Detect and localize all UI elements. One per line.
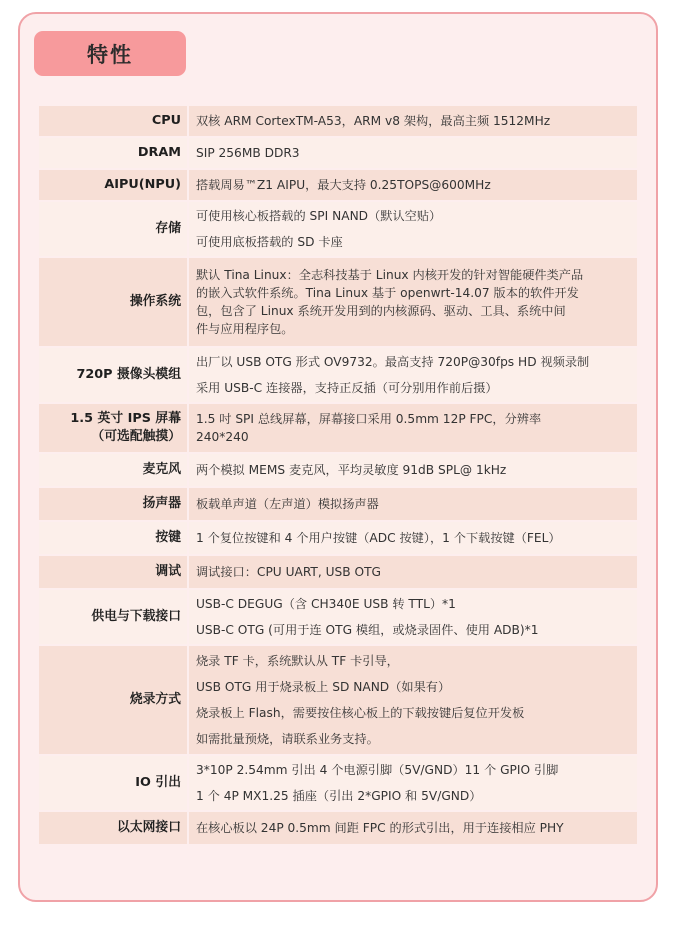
spec-row	[39, 138, 637, 170]
spec-value	[189, 454, 637, 488]
spec-label-line: 麦克风	[142, 462, 181, 477]
spec-value-line: 双核 ARM CortexTM-A53，ARM v8 架构，最高主频 1512MHz	[196, 114, 551, 128]
spec-value	[189, 488, 637, 522]
spec-row	[39, 202, 637, 258]
spec-label-line: IO 引出	[135, 775, 181, 790]
spec-value	[189, 170, 637, 202]
spec-label-line: 扬声器	[142, 496, 181, 511]
spec-label-line: 以太网接口	[117, 820, 181, 835]
spec-label	[39, 756, 189, 812]
spec-value-line: 包，包含了 Linux 系统开发用到的内核源码、驱动、工具、系统中间	[196, 304, 566, 318]
spec-value	[189, 202, 637, 258]
spec-value-line: 1 个复位按键和 4 个用户按键（ADC 按键），1 个下载按键（FEL）	[196, 531, 561, 545]
spec-value-line: 件与应用程序包。	[196, 322, 294, 336]
spec-value-line: USB-C DEGUG（含 CH340E USB 转 TTL）*1	[196, 597, 456, 611]
spec-row	[39, 646, 637, 756]
spec-row	[39, 170, 637, 202]
spec-label	[39, 522, 189, 556]
spec-value-line: 在核心板以 24P 0.5mm 间距 FPC 的形式引出，用于连接相应 PHY	[196, 821, 564, 835]
spec-value-line: 调试接口：CPU UART, USB OTG	[196, 565, 381, 579]
spec-value	[189, 646, 637, 756]
spec-value-line: 的嵌入式软件系统。Tina Linux 基于 openwrt-14.07 版本的软件开发	[196, 286, 579, 300]
spec-row	[39, 348, 637, 404]
spec-value-line: 如需批量预烧，请联系业务支持。	[196, 732, 379, 746]
spec-value-line: 240*240	[196, 430, 249, 444]
spec-label	[39, 812, 189, 846]
spec-label	[39, 170, 189, 202]
spec-label-line: 按键	[155, 530, 181, 545]
spec-label-line: CPU	[151, 113, 181, 128]
spec-value	[189, 348, 637, 404]
spec-value-line: 烧录板上 Flash，需要按住核心板上的下载按键后复位开发板	[196, 706, 525, 720]
spec-table	[39, 106, 637, 846]
spec-value-line: USB-C OTG (可用于连 OTG 模组，或烧录固件、使用 ADB)*1	[196, 623, 539, 637]
spec-value	[189, 590, 637, 646]
spec-value-line: 采用 USB-C 连接器，支持正反插（可分别用作前后摄）	[196, 381, 498, 395]
spec-value	[189, 404, 637, 454]
spec-label-line: 供电与下载接口	[91, 609, 181, 624]
spec-label-line: DRAM	[137, 145, 181, 160]
spec-label	[39, 202, 189, 258]
spec-label	[39, 454, 189, 488]
spec-row	[39, 488, 637, 522]
spec-value-line: 两个模拟 MEMS 麦克风，平均灵敏度 91dB SPL@ 1kHz	[196, 463, 507, 477]
spec-label	[39, 646, 189, 756]
spec-label	[39, 348, 189, 404]
spec-value-line: 搭载周易™Z1 AIPU，最大支持 0.25TOPS@600MHz	[196, 178, 491, 192]
spec-label	[39, 404, 189, 454]
spec-value-line: 可使用底板搭载的 SD 卡座	[196, 235, 343, 249]
spec-label	[39, 258, 189, 348]
spec-value	[189, 138, 637, 170]
spec-value-line: USB OTG 用于烧录板上 SD NAND（如果有）	[196, 680, 451, 694]
spec-value-line: 出厂以 USB OTG 形式 OV9732。最高支持 720P@30fps HD 视频录制	[196, 355, 590, 369]
spec-label	[39, 138, 189, 170]
spec-label	[39, 488, 189, 522]
section-title: 特性	[34, 31, 186, 76]
spec-row	[39, 590, 637, 646]
spec-value	[189, 756, 637, 812]
spec-value	[189, 812, 637, 846]
spec-row	[39, 522, 637, 556]
spec-value-line: 1.5 吋 SPI 总线屏幕，屏幕接口采用 0.5mm 12P FPC，分辨率	[196, 412, 542, 426]
spec-label-line: 烧录方式	[129, 692, 181, 707]
spec-row	[39, 454, 637, 488]
spec-row	[39, 556, 637, 590]
spec-label	[39, 106, 189, 138]
spec-label	[39, 556, 189, 590]
spec-value-line: 板载单声道（左声道）模拟扬声器	[196, 497, 379, 511]
spec-value-line: 默认 Tina Linux：全志科技基于 Linux 内核开发的针对智能硬件类产品	[196, 268, 584, 282]
spec-row	[39, 812, 637, 846]
spec-value	[189, 556, 637, 590]
spec-value-line: 烧录 TF 卡，系统默认从 TF 卡引导，	[196, 654, 399, 668]
spec-label-line: AIPU(NPU)	[104, 177, 181, 192]
spec-value-line: SIP 256MB DDR3	[196, 146, 300, 160]
spec-row	[39, 404, 637, 454]
spec-row	[39, 258, 637, 348]
spec-value-line: 可使用核心板搭载的 SPI NAND（默认空贴）	[196, 209, 442, 223]
spec-value	[189, 258, 637, 348]
spec-value	[189, 106, 637, 138]
spec-label-line: 操作系统	[129, 294, 181, 309]
spec-row	[39, 756, 637, 812]
spec-label	[39, 590, 189, 646]
spec-label-line: 调试	[155, 564, 181, 579]
spec-label-line: （可选配触摸）	[91, 429, 181, 444]
spec-row	[39, 106, 637, 138]
spec-value	[189, 522, 637, 556]
spec-label-line: 1.5 英寸 IPS 屏幕	[70, 411, 181, 426]
spec-value-line: 1 个 4P MX1.25 插座（引出 2*GPIO 和 5V/GND）	[196, 789, 482, 803]
spec-label-line: 720P 摄像头模组	[76, 367, 181, 382]
spec-value-line: 3*10P 2.54mm 引出 4 个电源引脚（5V/GND）11 个 GPIO 引脚	[196, 763, 559, 777]
spec-label-line: 存储	[155, 221, 181, 236]
